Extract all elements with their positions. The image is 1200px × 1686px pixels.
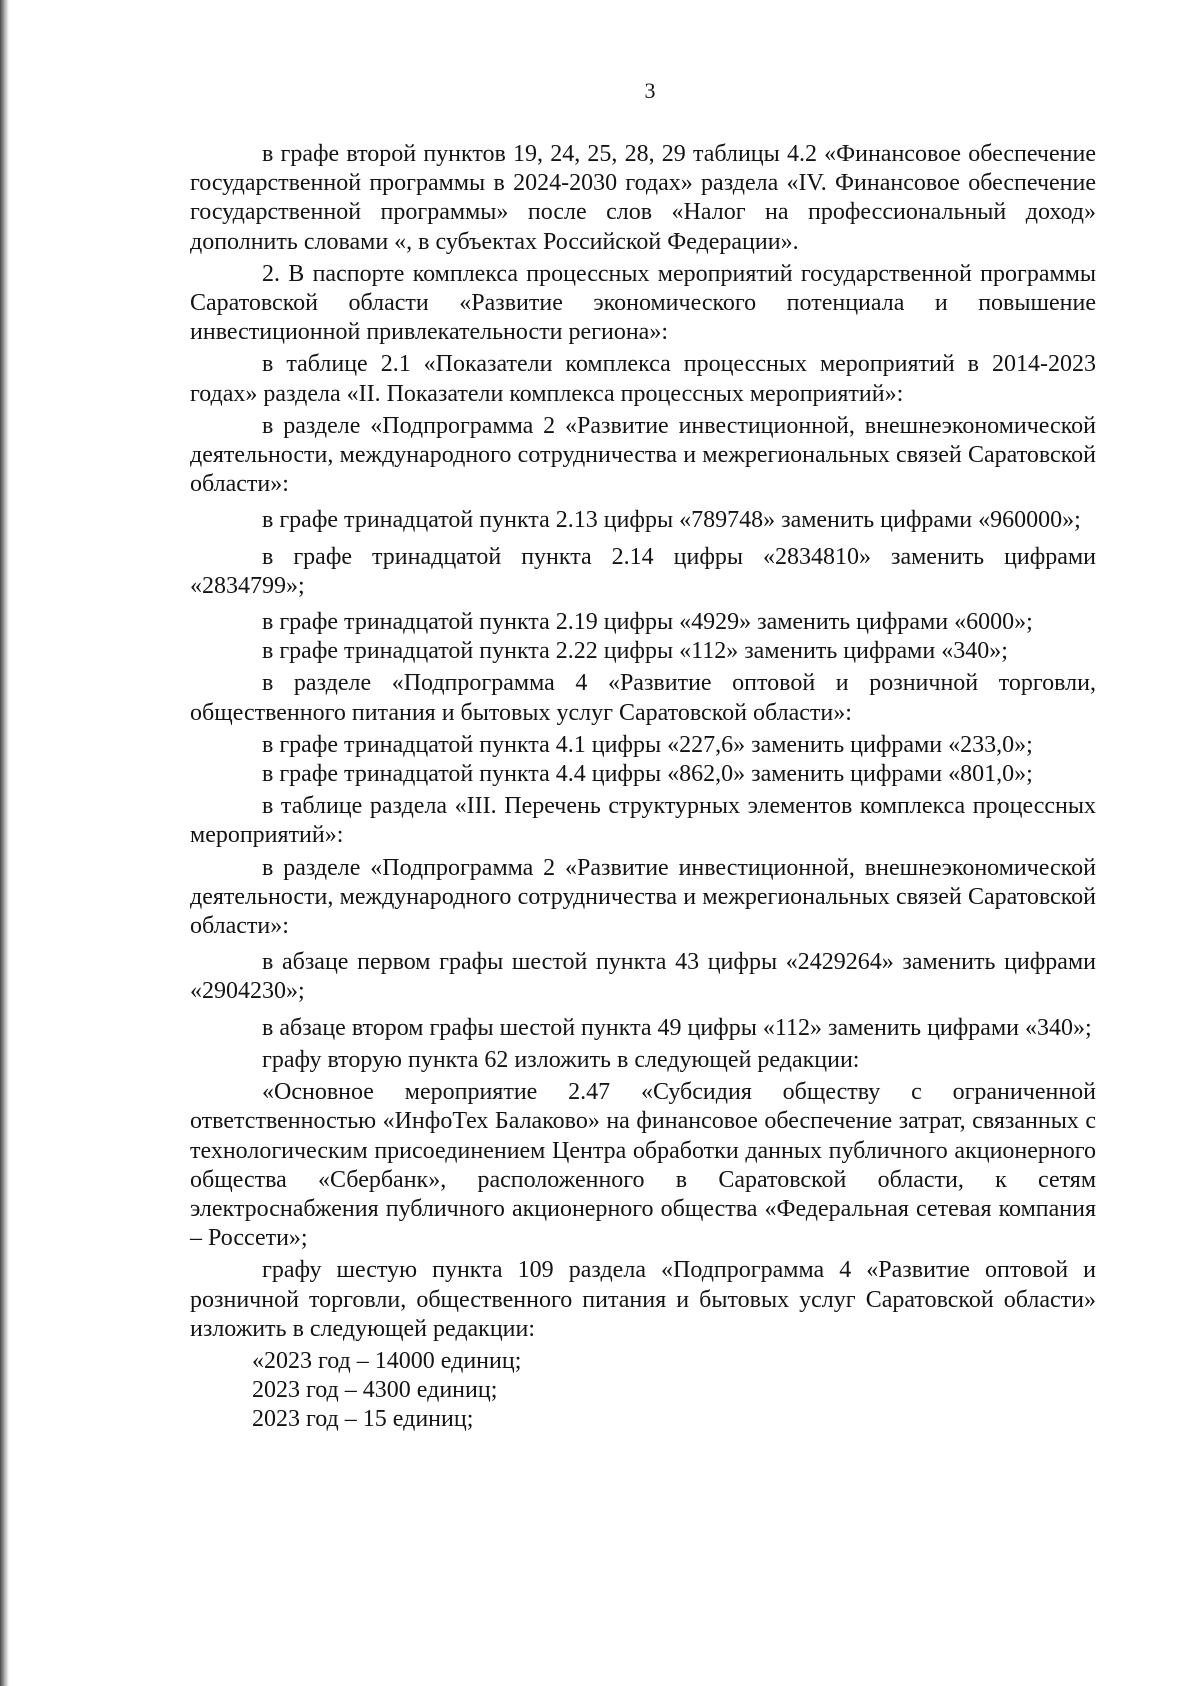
paragraph-section-iii: в таблице раздела «III. Перечень структурных элементов комплекса процессных мероприятий»: xyxy=(190,793,1096,849)
list-line-year-2: 2023 год – 4300 единиц; xyxy=(252,1377,498,1404)
paragraph-item-43: в абзаце первом графы шестой пункта 43 цифры «2429264» заменить цифрами «2904230»; xyxy=(190,949,1096,1005)
paragraph-item-2-19: в графе тринадцатой пункта 2.19 цифры «4929» заменить цифрами «6000»; xyxy=(262,609,1033,636)
paragraph-measure-2-47: «Основное мероприятие 2.47 «Субсидия обществу с ограниченной ответственностью «ИнфоТех Балаково» на финансовое обеспечение затрат, связанных с технологическим присоединением Центра обработки данных публичного акционерного общества «Сбербанк», расположенного в Саратовской области, к сетям электроснабжения публичного акционерного общества «Федеральная сетевая компания – Россети»; xyxy=(190,1079,1096,1252)
paragraph-item-4-4: в графе тринадцатой пункта 4.4 цифры «862,0» заменить цифрами «801,0»; xyxy=(262,761,1033,788)
page-number: 3 xyxy=(644,78,656,103)
paragraph-financing-amendment: в графе второй пунктов 19, 24, 25, 28, 29 таблицы 4.2 «Финансовое обеспечение государственной программы в 2024-2030 годах» раздела «IV. Финансовое обеспечение государственной программы» после слов «Налог на профессиональный доход» дополнить словами «, в субъектах Российской Федерации». xyxy=(190,141,1096,255)
paragraph-subprogram-4: в разделе «Подпрограмма 4 «Развитие оптовой и розничной торговли, общественного питания и бытовых услуг Саратовской области»: xyxy=(190,670,1096,726)
list-line-year-1: «2023 год – 14000 единиц; xyxy=(252,1347,522,1374)
paragraph-item-2-22: в графе тринадцатой пункта 2.22 цифры «112» заменить цифрами «340»; xyxy=(262,638,1008,665)
paragraph-item-2-14: в графе тринадцатой пункта 2.14 цифры «2834810» заменить цифрами «2834799»; xyxy=(190,543,1096,599)
list-line-year-3: 2023 год – 15 единиц; xyxy=(252,1406,474,1433)
paragraph-item-62: графу вторую пункта 62 изложить в следующей редакции: xyxy=(262,1046,860,1073)
paragraph-subprogram-2: в разделе «Подпрограмма 2 «Развитие инвестиционной, внешнеэкономической деятельности, международного сотрудничества и межрегиональных связей Саратовской области»: xyxy=(190,412,1096,498)
document-body xyxy=(190,140,1096,1435)
paragraph-item-2-13: в графе тринадцатой пункта 2.13 цифры «789748» заменить цифрами «960000»; xyxy=(262,507,1081,534)
paragraph-item-109: графу шестую пункта 109 раздела «Подпрограмма 4 «Развитие оптовой и розничной торговли, общественного питания и бытовых услуг Саратовской области» изложить в следующей редакции: xyxy=(190,1257,1096,1342)
paragraph-table-2-1: в таблице 2.1 «Показатели комплекса процессных мероприятий в 2014-2023 годах» раздела «II. Показатели комплекса процессных мероприятий»: xyxy=(190,351,1096,407)
scan-edge-shadow xyxy=(0,0,9,1686)
paragraph-passport-intro: 2. В паспорте комплекса процессных мероприятий государственной программы Саратовской области «Развитие экономического потенциала и повышение инвестиционной привлекательности региона»: xyxy=(190,260,1096,346)
paragraph-item-4-1: в графе тринадцатой пункта 4.1 цифры «227,6» заменить цифрами «233,0»; xyxy=(262,731,1033,758)
paragraph-item-49: в абзаце втором графы шестой пункта 49 цифры «112» заменить цифрами «340»; xyxy=(262,1014,1092,1041)
paragraph-subprogram-2-repeat: в разделе «Подпрограмма 2 «Развитие инвестиционной, внешнеэкономической деятельности, международного сотрудничества и межрегиональных связей Саратовской области»: xyxy=(190,854,1096,940)
